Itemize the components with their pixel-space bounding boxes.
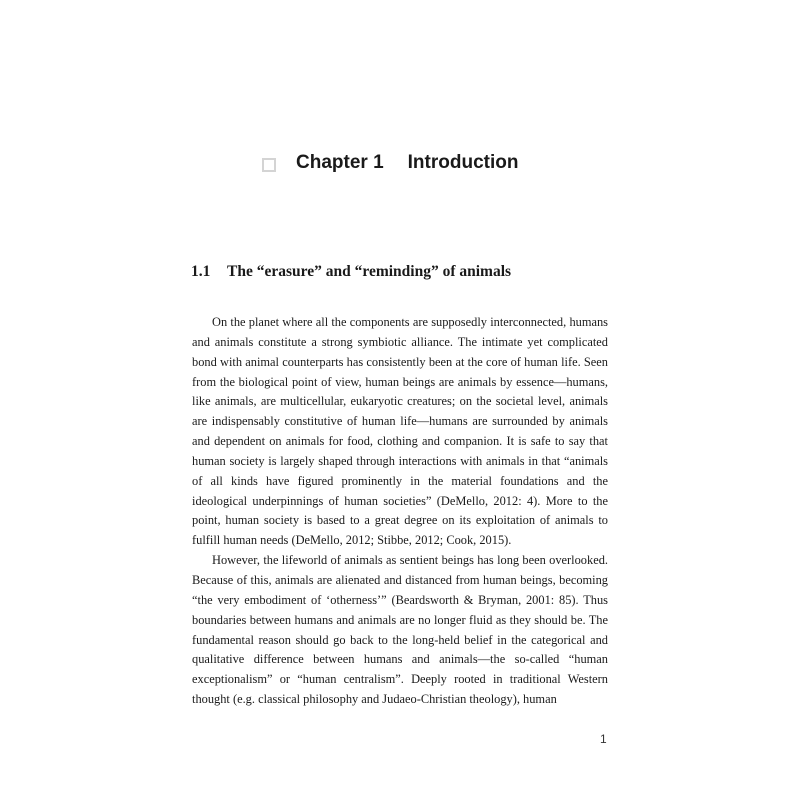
page-number: 1	[600, 732, 607, 746]
section-heading	[191, 263, 511, 281]
chapter-number: Chapter 1	[296, 152, 384, 173]
section-title: The “erasure” and “reminding” of animals	[227, 263, 512, 280]
chapter-heading	[262, 148, 518, 178]
body-text	[192, 313, 608, 710]
chapter-title: Introduction	[407, 152, 519, 173]
paragraph: On the planet where all the components are supposedly interconnected, humans and animals constitute a strong symbiotic alliance. The intimate yet complicated bond with animal counterparts has consistently been at the core of human life. Seen from the biological point of view, human beings are animals by essence—humans, like animals, are multicellular, eukaryotic creatures; on the societal level, animals are indispensably constitutive of human life—humans are surrounded by animals and dependent on animals for food, clothing and companion. It is safe to say that human society is largely shaped through interactions with animals in that “animals of all kinds have figured prominently in the material foundations and the ideological underpinnings of human societies” (DeMello, 2012: 4). More to the point, human society is based to a great degree on its exploitation of animals to fulfill human needs (DeMello, 2012; Stibbe, 2012; Cook, 2015).	[192, 315, 608, 548]
square-outline-icon	[262, 158, 276, 172]
paragraph: However, the lifeworld of animals as sentient beings has long been overlooked. Because of this, animals are alienated and distanced from human beings, becoming “the very embodiment of ‘otherness’” (Beardsworth & Bryman, 2001: 85). Thus boundaries between humans and animals are no longer fluid as they should be. The fundamental reason should go back to the long-held belief in the categorical and qualitative difference between humans and animals—the so-called “human exceptionalism” or “human centralism”. Deeply rooted in traditional Western thought (e.g. classical philosophy and Judaeo-Christian theology), human	[192, 553, 608, 707]
section-number: 1.1	[191, 263, 211, 280]
